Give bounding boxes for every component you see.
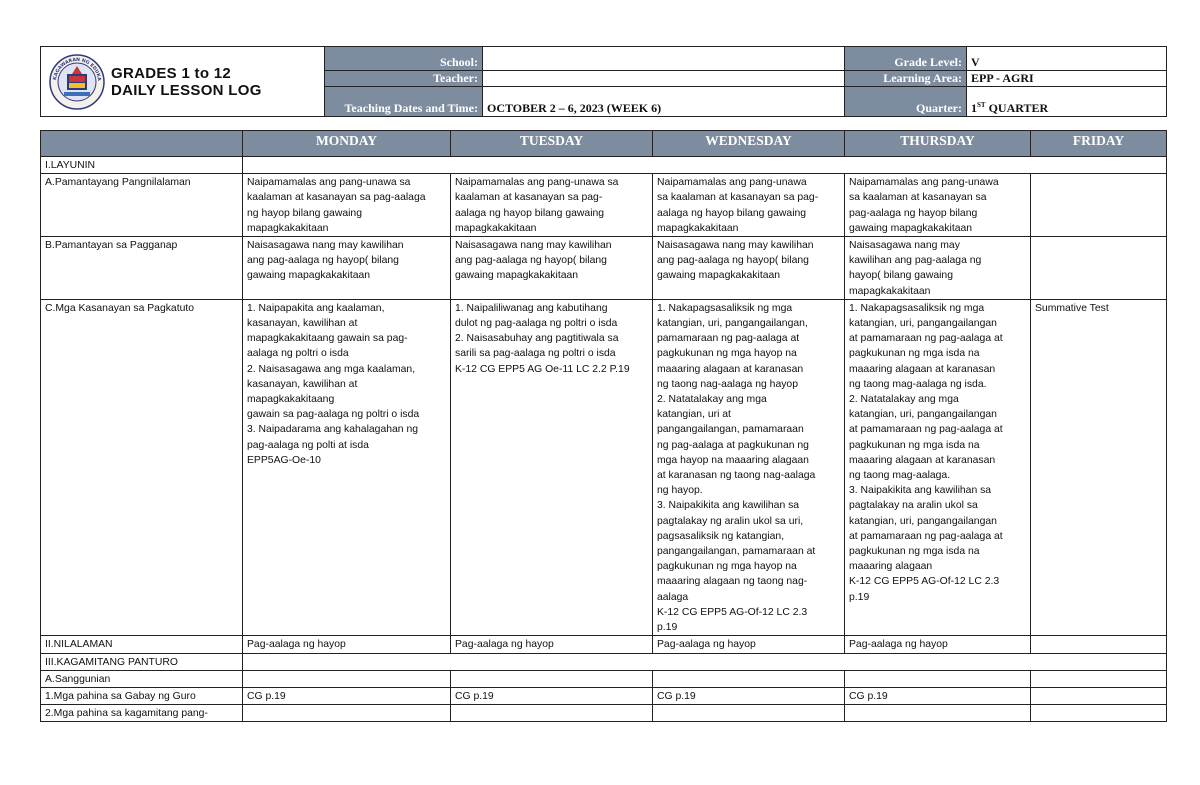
learning-area-label: Learning Area: xyxy=(845,71,967,87)
table-cell: Naisasagawa nang may kawilihan ang pag-aalaga ng hayop( bilang gawaing mapagkakakitaan xyxy=(845,237,1031,300)
table-cell: Naipamamalas ang pang-unawa sa kaalaman at kasanayan sa pag- aalaga ng hayop bilang gawaing mapagkakakitaan xyxy=(653,174,845,237)
table-cell: Naipamamalas ang pang-unawa sa kaalaman at kasanayan sa pag- aalaga ng hayop bilang gawaing mapagkakakitaan xyxy=(451,174,653,237)
table-cell xyxy=(243,653,1167,670)
teacher-label: Teacher: xyxy=(325,71,483,87)
table-cell: 1. Nakapagsasaliksik ng mga katangian, uri, pangangailangan, pamamaraan ng pag-aalaga at pagkukunan ng mga hayop na maaaring alagaan at karanasan ng taong nag-aalaga ng hayop 2. Natatalakay ang mga katangian, uri at pangangailangan, pamamaraan ng pag-aalaga at pagkukunan ng mga hayop na maaaring alagaan at karanasan ng taong nag-aalaga ng hayop. 3. Naipakikita ang kawilihan sa pagtalakay ng aralin ukol sa uri, pagsasaliksik ng katangian, pangangailangan, pamamaraan at pagkukunan ng mga hayop na maaaring alagaan ng taong nag- aalaga K-12 CG EPP5 AG-Of-12 LC 2.3 p.19 xyxy=(653,299,845,635)
seal-text: KAGAWARAN NG EDUKA xyxy=(53,57,102,81)
table-cell xyxy=(1031,687,1167,704)
row-label: A.Sanggunian xyxy=(41,670,243,687)
table-cell: CG p.19 xyxy=(653,687,845,704)
table-cell xyxy=(243,705,451,722)
lesson-log-header xyxy=(40,46,1167,117)
day-header-wednesday: WEDNESDAY xyxy=(653,131,845,157)
day-header-friday: FRIDAY xyxy=(1031,131,1167,157)
row-label: A.Pamantayang Pangnilalaman xyxy=(41,174,243,237)
table-cell: 1. Nakapagsasaliksik ng mga katangian, uri, pangangailangan at pamamaraan ng pag-aalaga at pagkukunan ng mga isda na maaaring alagaan at karanasan ng taong mag-aalaga ng isda. 2. Natatalakay ang mga katangian, uri, pangangailangan at pamamaraan ng pag-aalaga at pagkukunan ng mga isda na maaaring alagaan at karanasan ng taong mag-aalaga. 3. Naipakikita ang kawilihan sa pagtalakay na aralin ukol sa katangian, uri, pangangailangan at pamamaraan ng pag-aalaga at pagkukunan ng mga isda na maaaring alagaan K-12 CG EPP5 AG-Of-12 LC 2.3 p.19 xyxy=(845,299,1031,635)
doc-title-line1: GRADES 1 to 12 xyxy=(111,64,232,82)
quarter-value: 1ST QUARTER xyxy=(967,87,1167,117)
table-cell xyxy=(845,705,1031,722)
table-cell: Naipamamalas ang pang-unawa sa kaalaman at kasanayan sa pag-aalaga ng hayop bilang gawaing mapagkakakitaan xyxy=(845,174,1031,237)
row-label: II.NILALAMAN xyxy=(41,636,243,653)
teaching-dates-value: OCTOBER 2 – 6, 2023 (WEEK 6) xyxy=(483,87,845,117)
table-row xyxy=(41,157,1167,174)
table-cell: Summative Test xyxy=(1031,299,1167,635)
table-cell xyxy=(243,670,451,687)
table-cell: CG p.19 xyxy=(845,687,1031,704)
table-row xyxy=(41,670,1167,687)
table-cell xyxy=(451,705,653,722)
grade-level-value: V xyxy=(967,47,1167,71)
learning-area-value: EPP - AGRI xyxy=(967,71,1167,87)
table-cell xyxy=(1031,705,1167,722)
table-cell: Naisasagawa nang may kawilihan ang pag-aalaga ng hayop( bilang gawaing mapagkakakitaan xyxy=(653,237,845,300)
table-row xyxy=(41,174,1167,237)
teacher-value xyxy=(483,71,845,87)
teaching-dates-label: Teaching Dates and Time: xyxy=(325,87,483,117)
table-cell: Pag-aalaga ng hayop xyxy=(845,636,1031,653)
daily-lesson-log-table xyxy=(40,130,1167,722)
doc-title-line2: DAILY LESSON LOG xyxy=(111,81,262,99)
table-row xyxy=(41,687,1167,704)
table-cell: CG p.19 xyxy=(243,687,451,704)
row-label: III.KAGAMITANG PANTURO xyxy=(41,653,243,670)
row-label: 1.Mga pahina sa Gabay ng Guro xyxy=(41,687,243,704)
table-cell: Pag-aalaga ng hayop xyxy=(451,636,653,653)
table-cell: Naisasagawa nang may kawilihan ang pag-aalaga ng hayop( bilang gawaing mapagkakakitaan xyxy=(243,237,451,300)
row-label: B.Pamantayan sa Pagganap xyxy=(41,237,243,300)
table-cell xyxy=(243,157,1167,174)
quarter-label: Quarter: xyxy=(845,87,967,117)
deped-seal-icon xyxy=(49,54,105,110)
table-row xyxy=(41,237,1167,300)
table-cell: Pag-aalaga ng hayop xyxy=(243,636,451,653)
table-row xyxy=(41,705,1167,722)
table-cell xyxy=(451,670,653,687)
table-cell: Pag-aalaga ng hayop xyxy=(653,636,845,653)
table-cell: 1. Naipaliliwanag ang kabutihang dulot ng pag-aalaga ng poltri o isda 2. Naisasabuhay ang pagtitiwala sa sarili sa pag-aalaga ng poltri o isda K-12 CG EPP5 AG Oe-11 LC 2.2 P.19 xyxy=(451,299,653,635)
row-label: I.LAYUNIN xyxy=(41,157,243,174)
table-cell xyxy=(1031,174,1167,237)
table-cell xyxy=(1031,237,1167,300)
table-cell: 1. Naipapakita ang kaalaman, kasanayan, kawilihan at mapagkakakitaang gawain sa pag- aalaga ng poltri o isda 2. Naisasagawa ang mga kaalaman, kasanayan, kawilihan at mapagkakakitaang gawain sa pag-aalaga ng poltri o isda 3. Naipadarama ang kahalagahan ng pag-aalaga ng polti at isda EPP5AG-Oe-10 xyxy=(243,299,451,635)
row-label: 2.Mga pahina sa kagamitang pang- xyxy=(41,705,243,722)
table-cell xyxy=(1031,636,1167,653)
day-header-tuesday: TUESDAY xyxy=(451,131,653,157)
table-corner-cell xyxy=(41,131,243,157)
table-row xyxy=(41,653,1167,670)
school-value xyxy=(483,47,845,71)
table-cell xyxy=(1031,670,1167,687)
day-header-thursday: THURSDAY xyxy=(845,131,1031,157)
table-cell: Naipamamalas ang pang-unawa sa kaalaman at kasanayan sa pag-aalaga ng hayop bilang gawaing mapagkakakitaan xyxy=(243,174,451,237)
table-cell xyxy=(845,670,1031,687)
table-cell: CG p.19 xyxy=(451,687,653,704)
table-row xyxy=(41,636,1167,653)
school-label: School: xyxy=(325,47,483,71)
day-header-monday: MONDAY xyxy=(243,131,451,157)
table-cell xyxy=(653,705,845,722)
table-row xyxy=(41,299,1167,635)
table-cell: Naisasagawa nang may kawilihan ang pag-aalaga ng hayop( bilang gawaing mapagkakakitaan xyxy=(451,237,653,300)
grade-level-label: Grade Level: xyxy=(845,47,967,71)
row-label: C.Mga Kasanayan sa Pagkatuto xyxy=(41,299,243,635)
brand-block xyxy=(41,47,325,117)
table-cell xyxy=(653,670,845,687)
